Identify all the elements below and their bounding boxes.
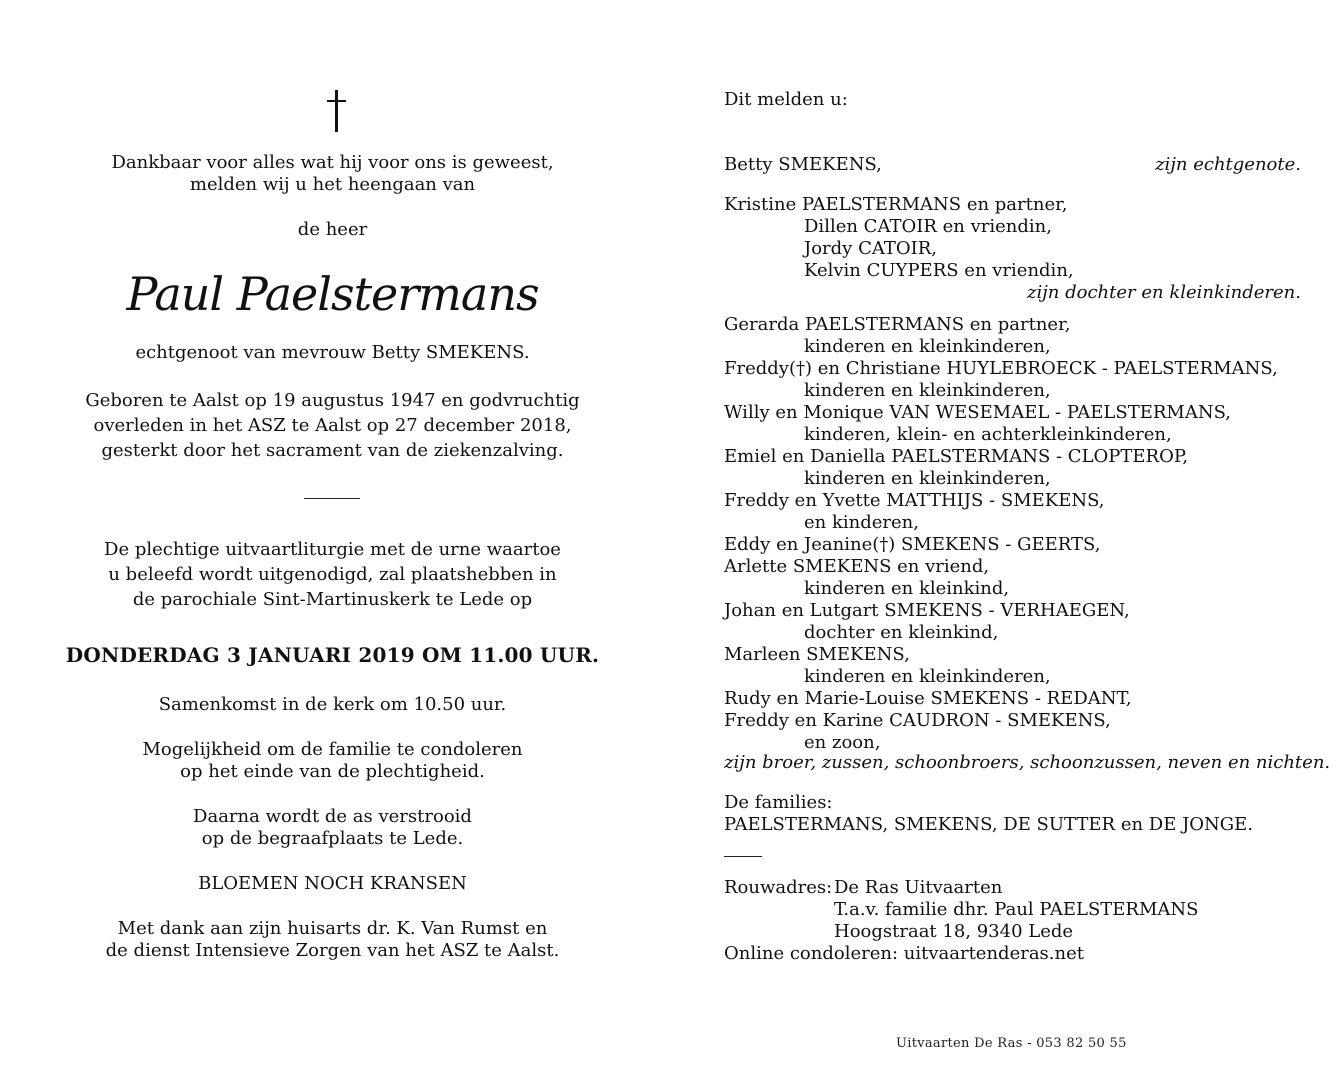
condolence-line-1: Mogelijkheid om de familie te condoleren [142, 739, 523, 760]
ashes-line-1: Daarna wordt de as verstrooid [193, 806, 472, 827]
liturgy-line-1: De plechtige uitvaartliturgie met de urne waartoe [104, 539, 561, 560]
salutation: de heer [297, 219, 368, 240]
sibling-line: Marleen SMEKENS, [724, 644, 910, 665]
daughter-line-1: Kristine PAELSTERMANS en partner, [724, 194, 1068, 215]
sibling-line: Eddy en Jeanine(†) SMEKENS - GEERTS, [724, 534, 1101, 555]
address-label: Rouwadres: [724, 877, 833, 898]
sibling-line: Emiel en Daniella PAELSTERMANS - CLOPTEROP, [724, 446, 1189, 467]
sibling-line: kinderen en kleinkinderen, [804, 380, 1051, 401]
sibling-line: Freddy(†) en Christiane HUYLEBROECK - PAELSTERMANS, [724, 358, 1278, 379]
spouse-line: echtgenoot van mevrouw Betty SMEKENS. [135, 342, 530, 363]
liturgy-line-2: u beleefd wordt uitgenodigd, zal plaatshebben in [108, 564, 557, 585]
sibling-line: Arlette SMEKENS en vriend, [724, 556, 990, 577]
thanks-line-2: de dienst Intensieve Zorgen van het ASZ te Aalst. [105, 940, 560, 961]
daughter-role: zijn dochter en kleinkinderen. [1026, 282, 1301, 303]
footer-contact: Uitvaarten De Ras - 053 82 50 55 [896, 1036, 1127, 1051]
sibling-line: kinderen, klein- en achterkleinkinderen, [804, 424, 1172, 445]
address-line-3: Hoogstraat 18, 9340 Lede [834, 921, 1074, 942]
gathering: Samenkomst in de kerk om 10.50 uur. [158, 694, 507, 715]
thanks-line-1: Met dank aan zijn huisarts dr. K. Van Rumst en [117, 918, 548, 939]
birth-line-3: gesterkt door het sacrament van de ziekenzalving. [101, 440, 564, 461]
spouse-name: Betty SMEKENS, [724, 154, 882, 175]
families-label: De families: [724, 792, 833, 813]
address-line-2: T.a.v. familie dhr. Paul PAELSTERMANS [834, 899, 1199, 920]
sibling-line: dochter en kleinkind, [804, 622, 999, 643]
address-line-1 [724, 877, 1301, 899]
siblings-role: zijn broer, zussen, schoonbroers, schoonzussen, neven en nichten. [724, 752, 1331, 773]
intro-line-2: melden wij u het heengaan van [189, 174, 476, 195]
right-page [671, 0, 1342, 1080]
sibling-line: kinderen en kleinkind, [804, 578, 1010, 599]
address-name: De Ras Uitvaarten [834, 877, 1003, 898]
sibling-line: Rudy en Marie-Louise SMEKENS - REDANT, [724, 688, 1132, 709]
sibling-line: Willy en Monique VAN WESEMAEL - PAELSTERMANS, [724, 402, 1231, 423]
sibling-line: en zoon, [804, 732, 881, 753]
sibling-line: Johan en Lutgart SMEKENS - VERHAEGEN, [724, 600, 1130, 621]
sibling-line: kinderen en kleinkinderen, [804, 468, 1051, 489]
sibling-line: en kinderen, [804, 512, 919, 533]
ashes-line-2: op de begraafplaats te Lede. [201, 828, 464, 849]
divider-short [724, 856, 762, 857]
sibling-line: kinderen en kleinkinderen, [804, 336, 1051, 357]
sibling-line: Gerarda PAELSTERMANS en partner, [724, 314, 1071, 335]
funeral-date: DONDERDAG 3 JANUARI 2019 OM 11.00 UUR. [65, 643, 600, 667]
birth-line-1: Geboren te Aalst op 19 augustus 1947 en godvruchtig [85, 390, 580, 411]
condolence-line-2: op het einde van de plechtigheid. [180, 761, 485, 782]
online-condolence: Online condoleren: uitvaartenderas.net [724, 943, 1084, 964]
liturgy-line-3: de parochiale Sint-Martinuskerk te Lede op [132, 589, 533, 610]
sibling-line: kinderen en kleinkinderen, [804, 666, 1051, 687]
cross-icon [323, 90, 349, 132]
sibling-line: Freddy en Karine CAUDRON - SMEKENS, [724, 710, 1111, 731]
flowers-note: BLOEMEN NOCH KRANSEN [198, 873, 467, 894]
daughter-line-3: Jordy CATOIR, [804, 238, 938, 259]
sibling-line: Freddy en Yvette MATTHIJS - SMEKENS, [724, 490, 1105, 511]
daughter-line-2: Dillen CATOIR en vriendin, [804, 216, 1052, 237]
birth-line-2: overleden in het ASZ te Aalst op 27 december 2018, [93, 415, 572, 436]
divider [304, 498, 360, 499]
spouse-role: zijn echtgenote. [1155, 154, 1301, 175]
deceased-name: Paul Paelstermans [126, 267, 539, 321]
daughter-line-4: Kelvin CUYPERS en vriendin, [804, 260, 1074, 281]
families: PAELSTERMANS, SMEKENS, DE SUTTER en DE JONGE. [724, 814, 1254, 835]
heading: Dit melden u: [724, 89, 848, 110]
intro-line-1: Dankbaar voor alles wat hij voor ons is geweest, [111, 152, 554, 173]
